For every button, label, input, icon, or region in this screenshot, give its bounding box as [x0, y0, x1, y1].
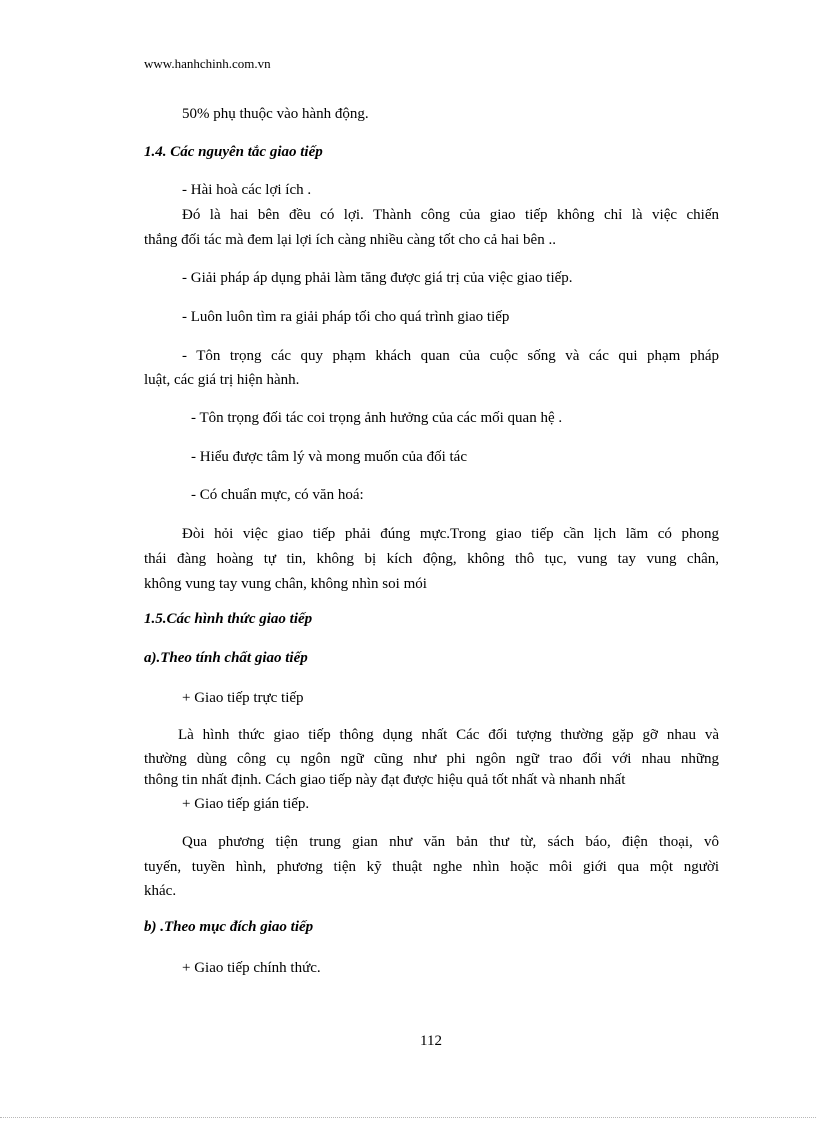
bullet-line: - Luôn luôn tìm ra giải pháp tối cho quá trình giao tiếp: [182, 309, 510, 325]
paragraph-line: Qua phương tiện trung gian như văn bản thư từ, sách báo, điện thoại, vô: [182, 834, 719, 850]
bullet-line: - Hài hoà các lợi ích .: [182, 182, 312, 198]
paragraph-line: - Tôn trọng các quy phạm khách quan của cuộc sống và các qui phạm pháp: [182, 348, 719, 364]
page-bottom-border: [0, 1117, 816, 1118]
paragraph-line: khác.: [144, 883, 177, 899]
paragraph-line: Là hình thức giao tiếp thông dụng nhất Các đối tượng thường gặp gỡ nhau và: [178, 727, 719, 743]
paragraph-line: không vung tay vung chân, không nhìn soi mói: [144, 576, 427, 592]
page-header-url: www.hanhchinh.com.vn: [144, 56, 271, 71]
bullet-line: + Giao tiếp gián tiếp.: [182, 796, 310, 812]
paragraph-line: tuyến, tuyền hình, phương tiện kỹ thuật nghe nhìn hoặc môi giới qua một người: [144, 859, 719, 875]
bullet-line: + Giao tiếp chính thức.: [182, 960, 321, 976]
paragraph-line: luật, các giá trị hiện hành.: [144, 372, 300, 388]
paragraph-line: thái đàng hoàng tự tin, không bị kích động, không thô tục, vung tay vung chân,: [144, 551, 719, 567]
paragraph-line: thắng đối tác mà đem lại lợi ích càng nhiều càng tốt cho cả hai bên ..: [144, 232, 556, 248]
bullet-line: - Có chuẩn mực, có văn hoá:: [191, 487, 364, 503]
paragraph-line: Đòi hỏi việc giao tiếp phải đúng mực.Trong giao tiếp cần lịch lãm có phong: [182, 526, 719, 542]
paragraph-line: Đó là hai bên đều có lợi. Thành công của giao tiếp không chỉ là việc chiến: [182, 207, 719, 223]
bullet-line: - Hiểu được tâm lý và mong muốn của đối tác: [191, 449, 467, 465]
bullet-line: - Tôn trọng đối tác coi trọng ảnh hưởng của các mối quan hệ .: [191, 410, 563, 426]
bullet-line: + Giao tiếp trực tiếp: [182, 690, 304, 706]
page-number: 112: [420, 1033, 442, 1049]
section-heading-1-5: 1.5.Các hình thức giao tiếp: [144, 611, 313, 627]
subsection-heading-b: b) .Theo mục đích giao tiếp: [144, 919, 314, 935]
bullet-line: - Giải pháp áp dụng phải làm tăng được giá trị của việc giao tiếp.: [182, 270, 573, 286]
subsection-heading-a: a).Theo tính chất giao tiếp: [144, 650, 308, 666]
text-line: 50% phụ thuộc vào hành động.: [182, 106, 369, 122]
paragraph-line: thông tin nhất định. Cách giao tiếp này đạt được hiệu quả tốt nhất và nhanh nhất: [144, 772, 626, 788]
paragraph-line: thường dùng công cụ ngôn ngữ cũng như phi ngôn ngữ trao đổi với nhau những: [144, 751, 719, 767]
section-heading-1-4: 1.4. Các nguyên tắc giao tiếp: [144, 144, 323, 160]
